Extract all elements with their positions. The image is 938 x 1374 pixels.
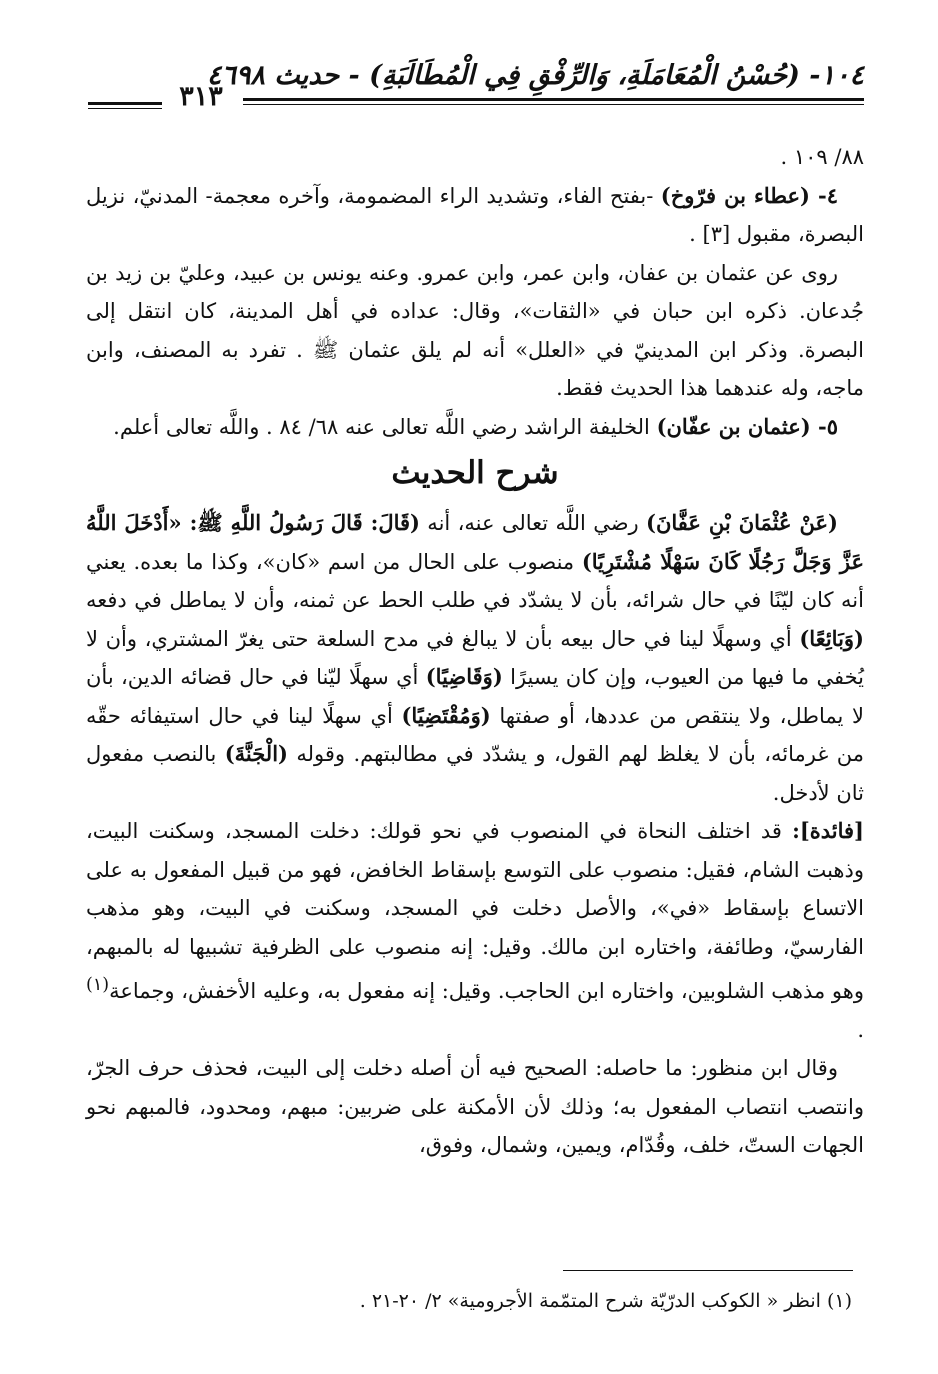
hadith-quote: (وَقَاضِيًا)	[425, 664, 503, 689]
text-run: رضي اللَّه تعالى عنه، أنه	[419, 511, 647, 535]
text-run: -بفتح الفاء، وتشديد الراء المضمومة، وآخره معجمة- المدنيّ، نزيل البصرة، مقبول [٣] .	[86, 183, 864, 246]
text-run: روى عن عثمان بن عفان، وابن عمر، وابن عمرو. وعنه يونس بن عبيد، وعليّ بن زيد بن جُدعان. ذكره ابن حبان في «الثقات»، وقال: عداده في أهل المدينة، كان انتقل إلى البصرة. وذكر ابن المدينيّ في «العلل» أنه لم يلق عثمان ﷺ . تفرد به المصنف، وابن ماجه، وله عندهما هذا الحديث فقط.	[86, 260, 864, 400]
text-run: وقال ابن منظور: ما حاصله: الصحيح فيه أن أصله دخلت إلى البيت، فحذف حرف الجرّ، وانتصب انتصاب المفعول به؛ وذلك لأن الأمكنة على ضربين: مبهم، ومحدود، فالمبهم نحو الجهات الستّ، خلف، وقُدّام، ويمين، وشمال، وفوق،	[86, 1056, 864, 1157]
hadith-quote: (قَالَ: قَالَ رَسُولُ اللَّهِ ﷺ: «أَدْخَلَ اللَّهُ عَزَّ وَجَلَّ رَجُلًا كَانَ سَهْلًا مُشْتَرِيًا)	[86, 510, 864, 574]
text-run: أي وسهلًا لينا في حال بيعه بأن لا يبالغ في مدح السلعة حتى يغرّ المشتري، وأن لا يُخفي ما فيها من العيوب، وإن كان يسيرًا	[86, 626, 864, 689]
narrator-name: ٤- (عطاء بن فرّوخ)	[660, 182, 838, 208]
narrator-name: ٥- (عثمان بن عفّان)	[656, 413, 838, 439]
paragraph-ibn-manzur	[86, 1049, 864, 1165]
text-run: منصوب على الحال من اسم «كان»، وكذا ما بعده. يعني أنه كان ليّنًا في حال شرائه، بأن لا يشدّد في طلب الحط عن ثمنه، وأن لا يماطل في دفعه	[86, 549, 864, 612]
hadith-quote: (وَمُقْتَضِيًا)	[401, 702, 491, 728]
page-number: ٣١٣	[179, 81, 223, 112]
paragraph-narrator-4	[86, 177, 864, 254]
footnote-ref[interactable]: (١)	[86, 975, 110, 995]
footnote-separator	[563, 1270, 853, 1271]
text-run: ٨٨/ ١٠٩ .	[780, 145, 864, 169]
section-title: شرح الحديث	[391, 455, 559, 491]
hadith-quote: (الْجَنَّةَ)	[224, 741, 288, 766]
benefit-label: [فائدة]:	[792, 818, 864, 843]
text-run: أي سهلًا ليّنا في حال قضائه الدين، بأن لا يماطل، ولا ينتقص من عددها، أو صفتها	[86, 665, 864, 728]
paragraph-narrator-4-details	[86, 254, 864, 408]
hadith-quote: (وَبَائِعًا)	[799, 625, 864, 651]
text-run: أي سهلًا لينا في حال استيفائه حقّه من غرمائه، بأن لا يغلظ لهم القول، و يشدّد في مطالبتهم. وقوله	[86, 703, 864, 766]
text-run: الخليفة الراشد رضي اللَّه تعالى عنه ٦٨/ ٨٤ . واللَّه تعالى أعلم.	[113, 414, 657, 439]
paragraph-explanation	[86, 504, 864, 812]
header-rule-short	[88, 102, 162, 109]
text-run: .	[857, 1017, 864, 1042]
main-text	[86, 138, 864, 1165]
header-title: ١٠٤- (حُسْنُ الْمُعَامَلَةِ، وَالرِّفْقِ فِي الْمُطَالَبَةِ) - حديث ٤٦٩٨	[206, 60, 864, 91]
header-rule	[243, 98, 864, 105]
text-run: بالنصب مفعول ثان لأدخل.	[86, 742, 864, 805]
text-run: قد اختلف النحاة في المنصوب في نحو قولك: دخلت المسجد، وسكنت البيت، وذهبت الشام، فقيل: منصوب على التوسع بإسقاط الخافض، فهو من قبيل المفعول به على الاتساع بإسقاط «في»، والأصل دخلت في المسجد، وسكنت في البيت، وهو مذهب الفارسيّ، وطائفة، واختاره ابن مالك. وقيل: إنه منصوب على الظرفية تشبيها له بالمبهم، وهو مذهب الشلوبين، واختاره ابن الحاجب. وقيل: إنه مفعول به، وعليه الأخفش، وجماعة	[86, 819, 864, 1003]
paragraph-narrator-5	[86, 408, 864, 447]
paragraph-benefit	[86, 812, 864, 1049]
footnote: (١) انظر « الكوكب الدرّيّة شرح المتمّمة الأجرومية» ٢/ ٢٠-٢١ .	[359, 1290, 852, 1312]
hadith-quote: (عَنْ عُثْمَانَ بْنِ عَفَّانَ)	[646, 510, 838, 535]
paragraph-continuation	[86, 138, 864, 177]
running-header	[88, 58, 864, 114]
